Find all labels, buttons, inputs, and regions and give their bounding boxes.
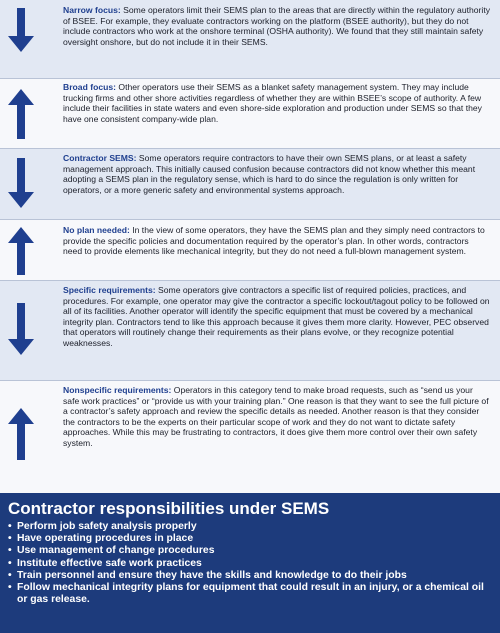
approach-heading: Nonspecific requirements:: [63, 385, 172, 395]
approach-body: Some operators give contractors a specific list of required policies, practices, and procedures. For example, one operator may give the contractor a specific lockout/tagout policy to be followed on all of its facilities. Another operator will identify the specific equipment that must be covered by a mechanical integrity plan. Contractors tend to like this approach because it gives them more clarity. However, PEC observed that operators will routinely change their requirements as their plans evolve, or they recognize potential weaknesses.: [63, 285, 490, 348]
up-arrow-icon: [6, 408, 36, 460]
approach-body: Operators in this category tend to make broad requests, such as “send us your safe work practices” or “provide us with your training plan.” One reason is that they want to see the full picture of a contractor’s safety approach and review the specific details as needed. Another reason is that they consider the contractors to be the experts on their particular scope of work and they do not want to dictate safety approaches. While this may be frustrating to contractors, it does give them more control over their own safety system.: [63, 385, 489, 448]
approach-heading: Narrow focus:: [63, 5, 121, 15]
responsibilities-title: Contractor responsibilities under SEMS: [8, 499, 330, 518]
approach-heading: Contractor SEMS:: [63, 153, 137, 163]
responsibility-text: Follow mechanical integrity plans for equipment that could result in an injury, or a chemical oil or gas release.: [17, 582, 484, 606]
approach-body: In the view of some operators, they have the SEMS plan and they simply need contractors to provide the specific policies and documentation required by the operator’s plan. In other words, contractors need to provide elements like mechanical integrity, but they do not need a full-blown management system.: [63, 225, 485, 257]
responsibility-item: [8, 521, 492, 533]
approach-body: Other operators use their SEMS as a blanket safety management system. They may include trucking firms and other shore activities regardless of whether they are within BSEE’s scope of authority. A few include their facilities in state waters and even shore-side exploration and production under SEMS so that they have one consistent company-wide plan.: [63, 82, 482, 124]
responsibility-item: [8, 533, 492, 545]
responsibility-text: Use management of change procedures: [17, 545, 215, 557]
approach-heading: Broad focus:: [63, 82, 116, 92]
bullet-icon: •: [8, 545, 12, 557]
responsibilities-list: [8, 521, 492, 606]
bullet-icon: •: [8, 557, 12, 569]
approach-row-specific-requirements: [0, 281, 500, 381]
responsibility-item: [8, 582, 492, 606]
approach-heading: Specific requirements:: [63, 285, 156, 295]
approach-text: [63, 82, 490, 124]
approach-row-broad-focus: [0, 79, 500, 149]
down-arrow-icon: [6, 303, 36, 355]
approach-body: Some operators require contractors to have their own SEMS plans, or at least a safety management approach. This initially caused confusion because contractors did not know whether this meant adopting a SEMS plan in the regulatory sense, which is hard to do since the regulation is only written for operators, or a more generic safety and environmental systems approach.: [63, 153, 476, 195]
approach-text: [63, 153, 490, 195]
approach-text: [63, 385, 490, 449]
responsibility-item: [8, 545, 492, 557]
up-arrow-icon: [6, 89, 36, 139]
bullet-icon: •: [8, 521, 12, 532]
responsibility-item: [8, 570, 492, 582]
bullet-icon: •: [8, 582, 12, 594]
bullet-icon: •: [8, 533, 12, 545]
contractor-responsibilities-box: [0, 493, 500, 633]
approach-text: [63, 225, 490, 257]
approach-row-contractor-sems: [0, 149, 500, 220]
responsibility-text: Institute effective safe work practices: [17, 557, 202, 569]
responsibility-text: Have operating procedures in place: [17, 533, 194, 545]
approach-row-narrow-focus: [0, 0, 500, 79]
approach-heading: No plan needed:: [63, 225, 130, 235]
responsibility-text: Perform job safety analysis properly: [17, 521, 197, 532]
approach-text: [63, 285, 490, 349]
responsibility-item: [8, 558, 492, 570]
responsibility-text: Train personnel and ensure they have the skills and knowledge to do their jobs: [17, 569, 407, 581]
approach-row-nonspecific-requirements: [0, 381, 500, 493]
approach-row-no-plan-needed: [0, 220, 500, 281]
approach-body: Some operators limit their SEMS plan to the areas that are directly within the regulatory authority of BSEE. For example, they evaluate contractors working on the platform (BSEE authority), but they do not include contractors who work at the onshore terminal (OSHA authority). We found that they still maintain safety oversight onshore, but do not include it in their SEMS.: [63, 5, 491, 47]
down-arrow-icon: [6, 158, 36, 208]
down-arrow-icon: [6, 8, 36, 52]
bullet-icon: •: [8, 569, 12, 581]
up-arrow-icon: [6, 227, 36, 275]
approach-text: [63, 5, 490, 47]
